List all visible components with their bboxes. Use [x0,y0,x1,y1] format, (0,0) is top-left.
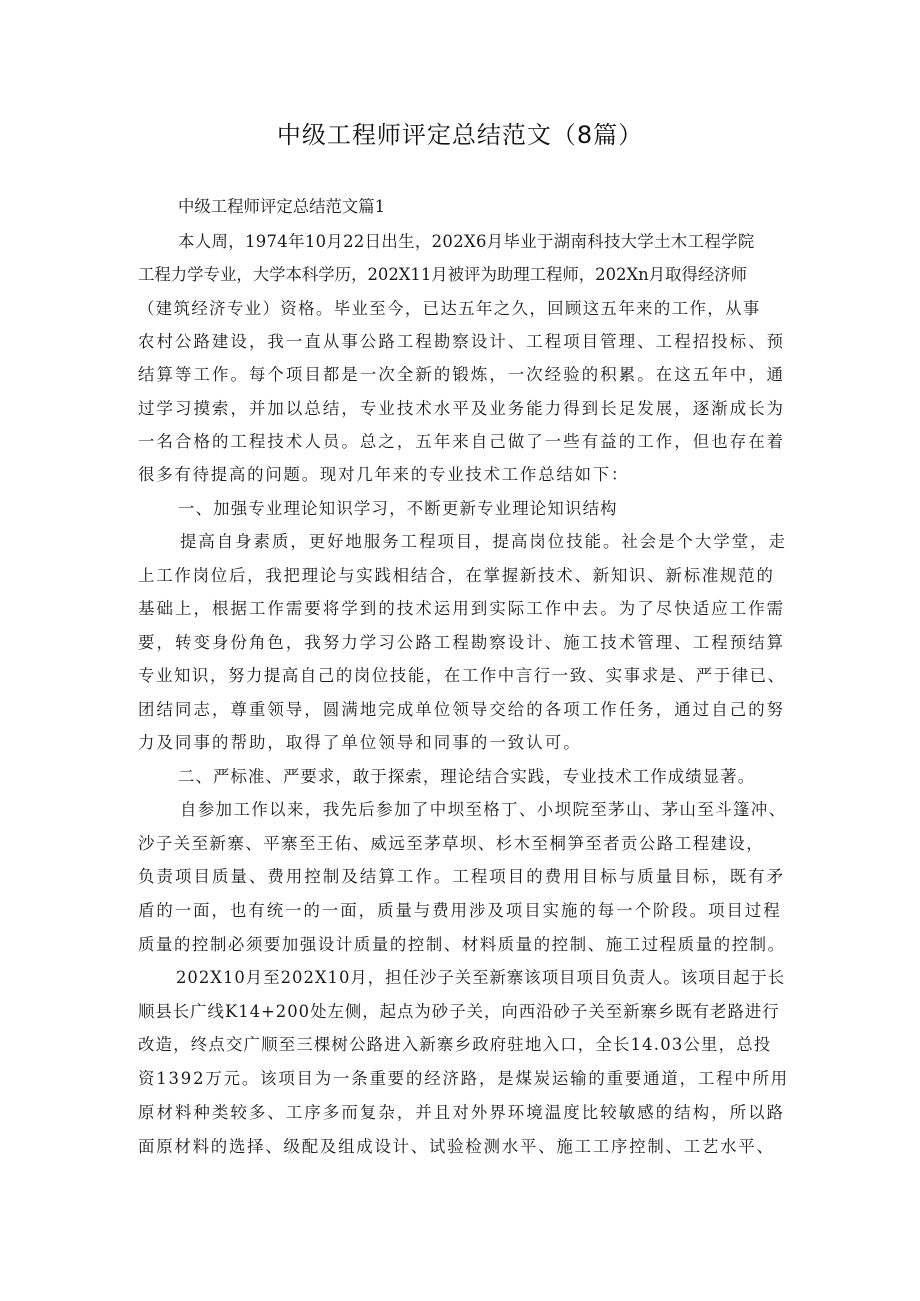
paragraph-line: 专业知识，努力提高自己的岗位技能，在工作中言行一致、实事求是、严于律已、 [138,666,786,685]
section-heading: 中级工程师评定总结范文篇1 [178,197,386,216]
paragraph-line: 盾的一面，也有统一的一面，质量与费用涉及项目实施的每一个阶段。项目过程 [138,901,782,920]
paragraph-line: 沙子关至新寨、平寨至王佑、威远至茅草坝、杉木至桐笋至者贡公路工程建设， [138,834,765,853]
paragraph-line: 本人周，1974年10月22日出生，202X6月毕业于湖南科技大学土木工程学院 [178,232,755,251]
paragraph-line: 提高自身素质，更好地服务工程项目，提高岗位技能。社会是个大学堂，走 [180,532,787,551]
paragraph-line: 面原材料的选择、级配及组成设计、试验检测水平、施工工序控制、工艺水平、 [138,1137,775,1156]
paragraph-line: （建筑经济专业）资格。毕业至今，已达五年之久，回顾这五年来的工作，从事 [138,299,761,318]
paragraph-line: 改造，终点交广顺至三棵树公路进入新寨乡政府驻地入口，全长14.03公里，总投 [138,1035,772,1054]
subsection-heading: 一、加强专业理论知识学习，不断更新专业理论知识结构 [178,499,618,518]
document-title: 中级工程师评定总结范文（8篇） [276,121,644,149]
paragraph-line: 质量的控制必须要加强设计质量的控制、材料质量的控制、施工过程质量的控制。 [138,935,786,954]
paragraph-line: 要，转变身份角色，我努力学习公路工程勘察设计、施工技术管理、工程预结算 [138,633,786,652]
paragraph-line: 一名合格的工程技术人员。总之，五年来自己做了一些有益的工作，但也存在着 [138,432,786,451]
paragraph-line: 上工作岗位后，我把理论与实践相结合，在掌握新技术、新知识、新标准规范的 [138,566,775,585]
paragraph-line: 过学习摸索，并加以总结，专业技术水平及业务能力得到长足发展，逐渐成长为 [138,399,786,418]
paragraph-line: 自参加工作以来，我先后参加了中坝至格丁、小坝院至茅山、茅山至斗篷冲、 [180,800,787,819]
paragraph-line: 力及同事的帮助，取得了单位领导和同事的一致认可。 [138,733,582,752]
paragraph-line: 工程力学专业，大学本科学历，202X11月被评为助理工程师，202Xn月取得经济师 [138,265,748,284]
paragraph-line: 202X10月至202X10月，担任沙子关至新寨该项目项目负责人。该项目起于长 [176,968,786,987]
paragraph-line: 原材料种类较多、工序多而复杂，并且对外界环境温度比较敏感的结构，所以路 [138,1103,786,1122]
subsection-heading: 二、严标准、严要求，敢于探索，理论结合实践，专业技术工作成绩显著。 [178,767,756,786]
paragraph-line: 很多有待提高的问题。现对几年来的专业技术工作总结如下： [138,465,630,484]
paragraph-line: 负责项目质量、费用控制及结算工作。工程项目的费用目标与质量目标，既有矛 [138,867,786,886]
paragraph-line: 农村公路建设，我一直从事公路工程勘察设计、工程项目管理、工程招投标、预 [138,332,786,351]
paragraph-line: 团结同志，尊重领导，圆满地完成单位领导交给的各项工作任务，通过自己的努 [138,700,786,719]
paragraph-line: 资1392万元。该项目为一条重要的经济路，是煤炭运输的重要通道，工程中所用 [138,1069,790,1088]
paragraph-line: 基础上，根据工作需要将学到的技术运用到实际工作中去。为了尽快适应工作需 [138,599,786,618]
paragraph-line: 顺县长广线K14+200处左侧，起点为砂子关，向西沿砂子关至新寨乡既有老路进行 [138,1002,780,1021]
paragraph-line: 结算等工作。每个项目都是一次全新的锻炼，一次经验的积累。在这五年中，通 [138,365,786,384]
